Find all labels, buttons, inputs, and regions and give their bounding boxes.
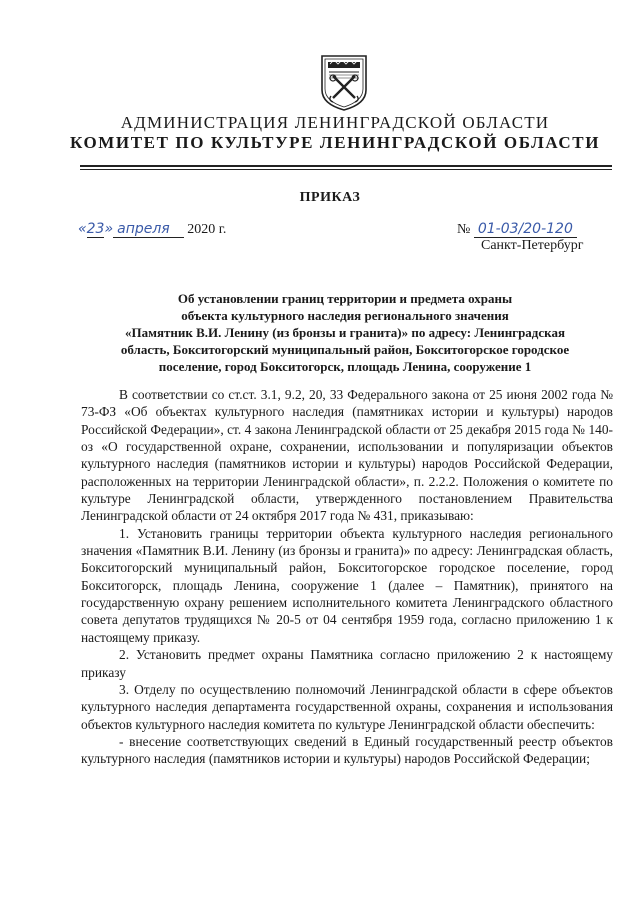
header-divider-thin [80, 169, 612, 170]
subject-line: поселение, город Бокситогорск, площадь Ленина, сооружение 1 [158, 359, 532, 374]
number-prefix: № [457, 222, 471, 237]
order-subject [110, 290, 580, 375]
date-day: 23 [86, 221, 105, 237]
clause-3: 3. Отделу по осуществлению полномочий Ленинградской области в сфере объектов культурного наследия департамента государственной охраны, сохранения и использования объектов культурного наследия комитета по культуре Ленинградской области обеспечить: [81, 681, 613, 732]
clause-2: 2. Установить предмет охраны Памятника согласно приложению 2 к настоящему приказу [81, 647, 613, 680]
coat-of-arms-emblem [318, 54, 370, 112]
clause-3-item: - внесение соответствующих сведений в Единый государственный реестр объектов культурного наследия (памятников истории и культуры) народов Российской Федерации; [81, 733, 613, 767]
order-number [457, 221, 577, 238]
date-close-quote: » [104, 221, 114, 237]
subject-line: область, Бокситогорский муниципальный район, Бокситогорское городское [120, 342, 570, 357]
subject-line: Об установлении границ территории и предмета охраны [177, 291, 513, 306]
order-date [78, 221, 226, 238]
order-body [81, 386, 613, 768]
clause-1: 1. Установить границы территории объекта культурного наследия регионального значения «Памятник В.И. Ленину (из бронзы и гранита)» по адресу: Ленинградская область, Бокситогорский муниципальный район, Бокситогорское городское поселение, город Бокситогорск, площадь Ленина, сооружение 1 (далее – Памятник), принятого на государственную охрану решением исполнительного комитета Ленинградского областного совета депутатов трудящихся № 20-5 от 04 сентября 1959 года, согласно приложению 1 к настоящему приказу. [81, 525, 613, 645]
header-divider [80, 165, 612, 167]
subject-line: объекта культурного наследия регионального значения [181, 308, 509, 323]
committee-title: КОМИТЕТ ПО КУЛЬТУРЕ ЛЕНИНГРАДСКОЙ ОБЛАСТИ [69, 133, 601, 152]
city: Санкт-Петербург [481, 238, 584, 253]
date-open-quote: « [78, 221, 87, 237]
administration-title: АДМИНИСТРАЦИЯ ЛЕНИНГРАДСКОЙ ОБЛАСТИ [120, 113, 550, 132]
subject-line: «Памятник В.И. Ленину (из бронзы и гранита)» по адресу: Ленинградская [125, 325, 565, 340]
number-value: 01-03/20-120 [474, 221, 577, 238]
date-month: апреля [113, 221, 184, 238]
order-title: ПРИКАЗ [299, 190, 361, 205]
preamble-paragraph: В соответствии со ст.ст. 3.1, 9.2, 20, 33 Федерального закона от 25 июня 2002 года № 73-ФЗ «Об объектах культурного наследия (памятниках истории и культуры) народов Российской Федерации», ст. 4 закона Ленинградской области от 25 декабря 2015 года № 140-оз «О государственной охране, сохранении, использовании и популяризации объектов культурного наследия (памятников истории и культуры) народов Российской Федерации, расположенных на территории Ленинградской области», п. 2.2.2. Положения о комитете по культуре Ленинградской области, утвержденного постановлением Правительства Ленинградской области от 24 октября 2017 года № 431, приказываю: [81, 387, 613, 524]
date-year: 2020 г. [187, 222, 227, 237]
